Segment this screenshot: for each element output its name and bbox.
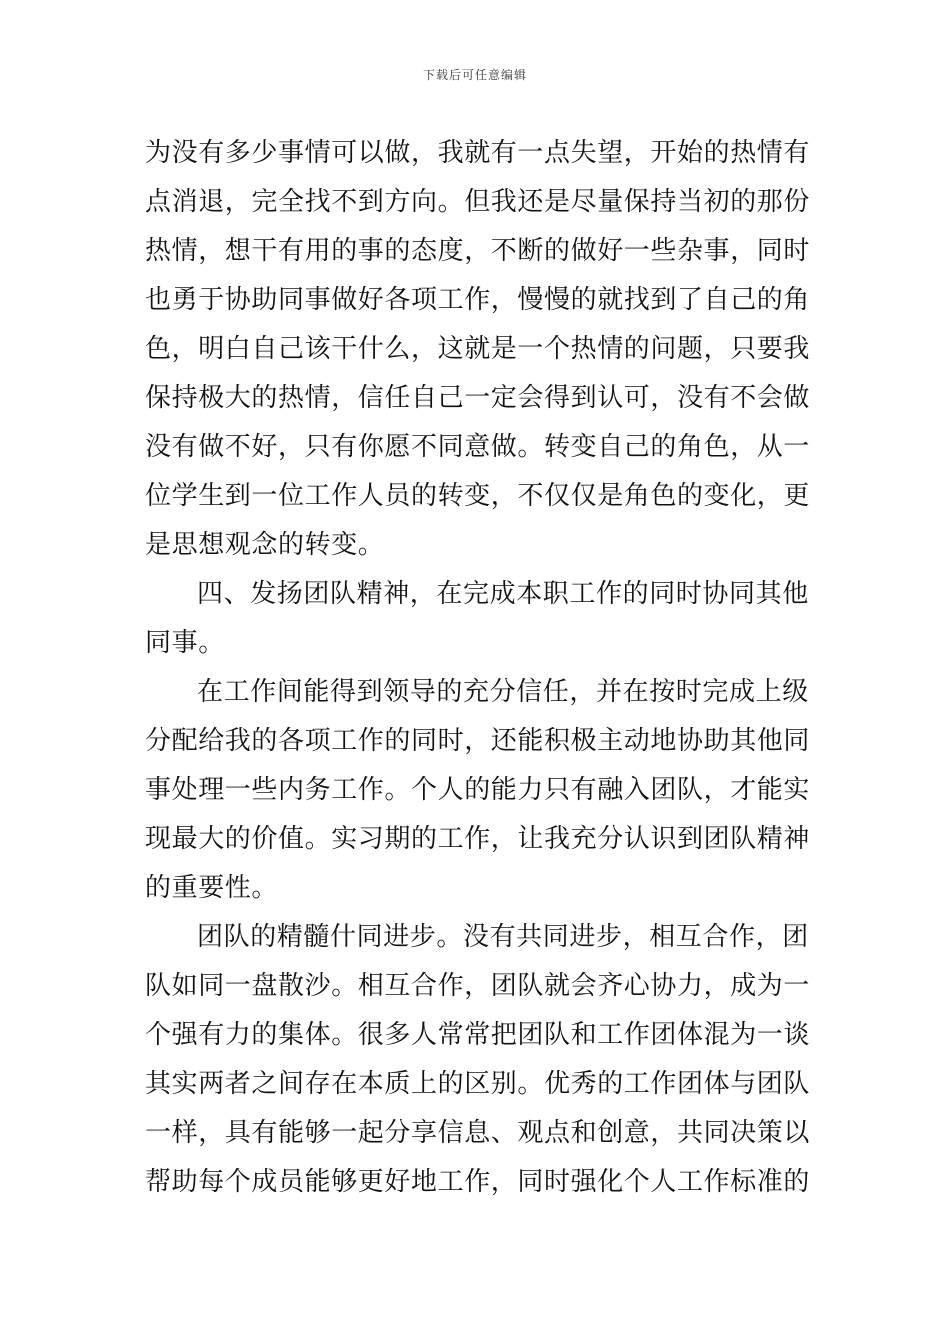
body-line: 帮助每个成员能够更好地工作，同时强化个人工作标准的: [145, 1167, 811, 1197]
body-line: 没有做不好，只有你愿不同意做。转变自己的角色，从一: [145, 432, 811, 462]
body-line: 其实两者之间存在本质上的区别。优秀的工作团体与团队: [145, 1069, 811, 1099]
document-body: [145, 129, 810, 1207]
body-line: 队如同一盘散沙。相互合作，团队就会齐心协力，成为一: [145, 971, 811, 1001]
body-line: 点消退，完全找不到方向。但我还是尽量保持当初的那份: [145, 187, 811, 217]
page-header-note: 下载后可任意编辑: [422, 68, 527, 82]
body-line: 现最大的价值。实习期的工作，让我充分认识到团队精神: [145, 824, 811, 854]
body-line: 色，明白自己该干什么，这就是一个热情的问题，只要我: [145, 334, 811, 364]
body-line: 个强有力的集体。很多人常常把团队和工作团体混为一谈: [145, 1020, 811, 1050]
body-line: 事处理一些内务工作。个人的能力只有融入团队，才能实: [145, 775, 811, 805]
body-line: 位学生到一位工作人员的转变，不仅仅是角色的变化，更: [145, 481, 811, 511]
body-line: 保持极大的热情，信任自己一定会得到认可，没有不会做: [145, 383, 811, 413]
body-line: 是思想观念的转变。: [145, 530, 385, 560]
body-line: 为没有多少事情可以做，我就有一点失望，开始的热情有: [145, 138, 811, 168]
body-line: 也勇于协助同事做好各项工作，慢慢的就找到了自己的角: [145, 285, 811, 315]
body-line: 一样，具有能够一起分享信息、观点和创意，共同决策以: [145, 1118, 811, 1148]
body-line: 热情，想干有用的事的态度，不断的做好一些杂事，同时: [145, 236, 811, 266]
body-line: 的重要性。: [145, 873, 279, 903]
paragraph-start: 在工作间能得到领导的充分信任，并在按时完成上级: [197, 677, 809, 707]
body-line: 分配给我的各项工作的同时，还能积极主动地协助其他同: [145, 726, 811, 756]
paragraph-start: 团队的精髓什同进步。没有共同进步，相互合作，团: [197, 922, 809, 952]
section-heading-continued: 同事。: [145, 628, 225, 658]
section-heading: 四、发扬团队精神，在完成本职工作的同时协同其他: [197, 579, 809, 609]
